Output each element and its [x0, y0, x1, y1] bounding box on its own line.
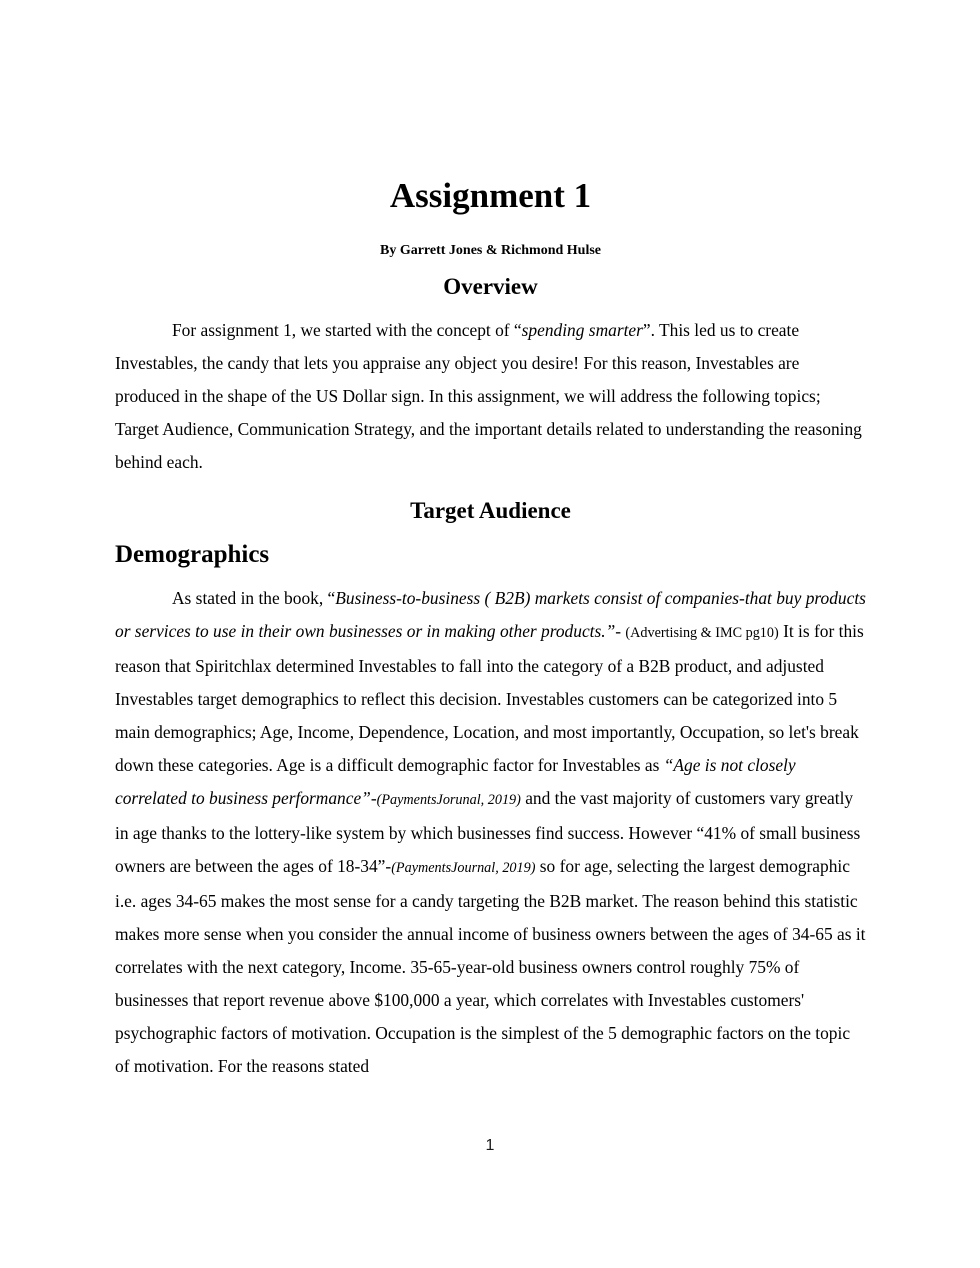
subsection-heading-demographics: Demographics [115, 541, 270, 569]
overview-text-lead: For assignment 1, we started with the concept of “ [172, 319, 522, 340]
demographics-quote-b2b-definition: Business-to-business ( B2B) markets consist of companies-that buy products or services to use in their own businesses or in making other products. [115, 587, 866, 641]
demographics-text-after-quote-2: - [370, 787, 377, 808]
demographics-text-mid-2: and the vast majority of customers vary greatly in age thanks to the lottery-like system by which businesses find success. However “41% of small business owners are between the ages of 18-34”- [115, 787, 861, 876]
demographics-text-lead: As stated in the book, “ [172, 587, 336, 608]
demographics-text-mid-1: It is for this reason that Spiritchlax determined Investables to fall into the category of a B2B product, and adjusted Investables target demographics to reflect this decision. Investables customers can be categorized into 5 main demographics; Age, Income, Dependence, Location, and most importantly, Occupation, so let's break down these categories. Age is a difficult demographic factor for Investables as [115, 620, 864, 775]
demographics-text-tail: so for age, selecting the largest demographic i.e. ages 34-65 makes the most sense for a candy targeting the B2B market. The reason behind this statistic makes more sense when you consider the annual income of business owners between the ages of 34-65 as it correlates with the next category, Income. 35-65-year-old business owners control roughly 75% of businesses that report revenue above $100,000 a year, which correlates with Investables customers' psychographic factors of motivation. Occupation is the simplest of the 5 demographic factors on the topic of motivation. For the reasons stated [115, 855, 866, 1076]
overview-quote-spending-smarter: spending smarter [521, 319, 643, 340]
overview-text-rest: ”. This led us to create Investables, the candy that lets you appraise any object you desire! For this reason, Investables are produced in the shape of the US Dollar sign. In this assignment, we will address the following topics; Target Audience, Communication Strategy, and the important details related to understanding the reasoning behind each. [115, 319, 862, 472]
page-number-footer: 1 [485, 1137, 495, 1154]
demographics-quote-age-correlation: “Age is not closely correlated to business performance” [115, 754, 796, 808]
citation-paymentsjournal-2019: (PaymentsJournal, 2019) [391, 859, 536, 876]
section-heading-overview: Overview [443, 273, 538, 299]
paragraph-demographics [115, 571, 866, 1083]
paragraph-overview [115, 302, 866, 479]
section-heading-target-audience: Target Audience [410, 497, 571, 523]
document-content-column [115, 0, 866, 1083]
citation-paymentsjorunal-2019: (PaymentsJorunal, 2019) [376, 791, 521, 808]
citation-advertising-imc: (Advertising & IMC pg10) [625, 624, 779, 641]
page-title: Assignment 1 [389, 176, 592, 215]
document-byline: By Garrett Jones & Richmond Hulse [379, 243, 601, 259]
demographics-quote-close-1: ”- [605, 620, 626, 641]
